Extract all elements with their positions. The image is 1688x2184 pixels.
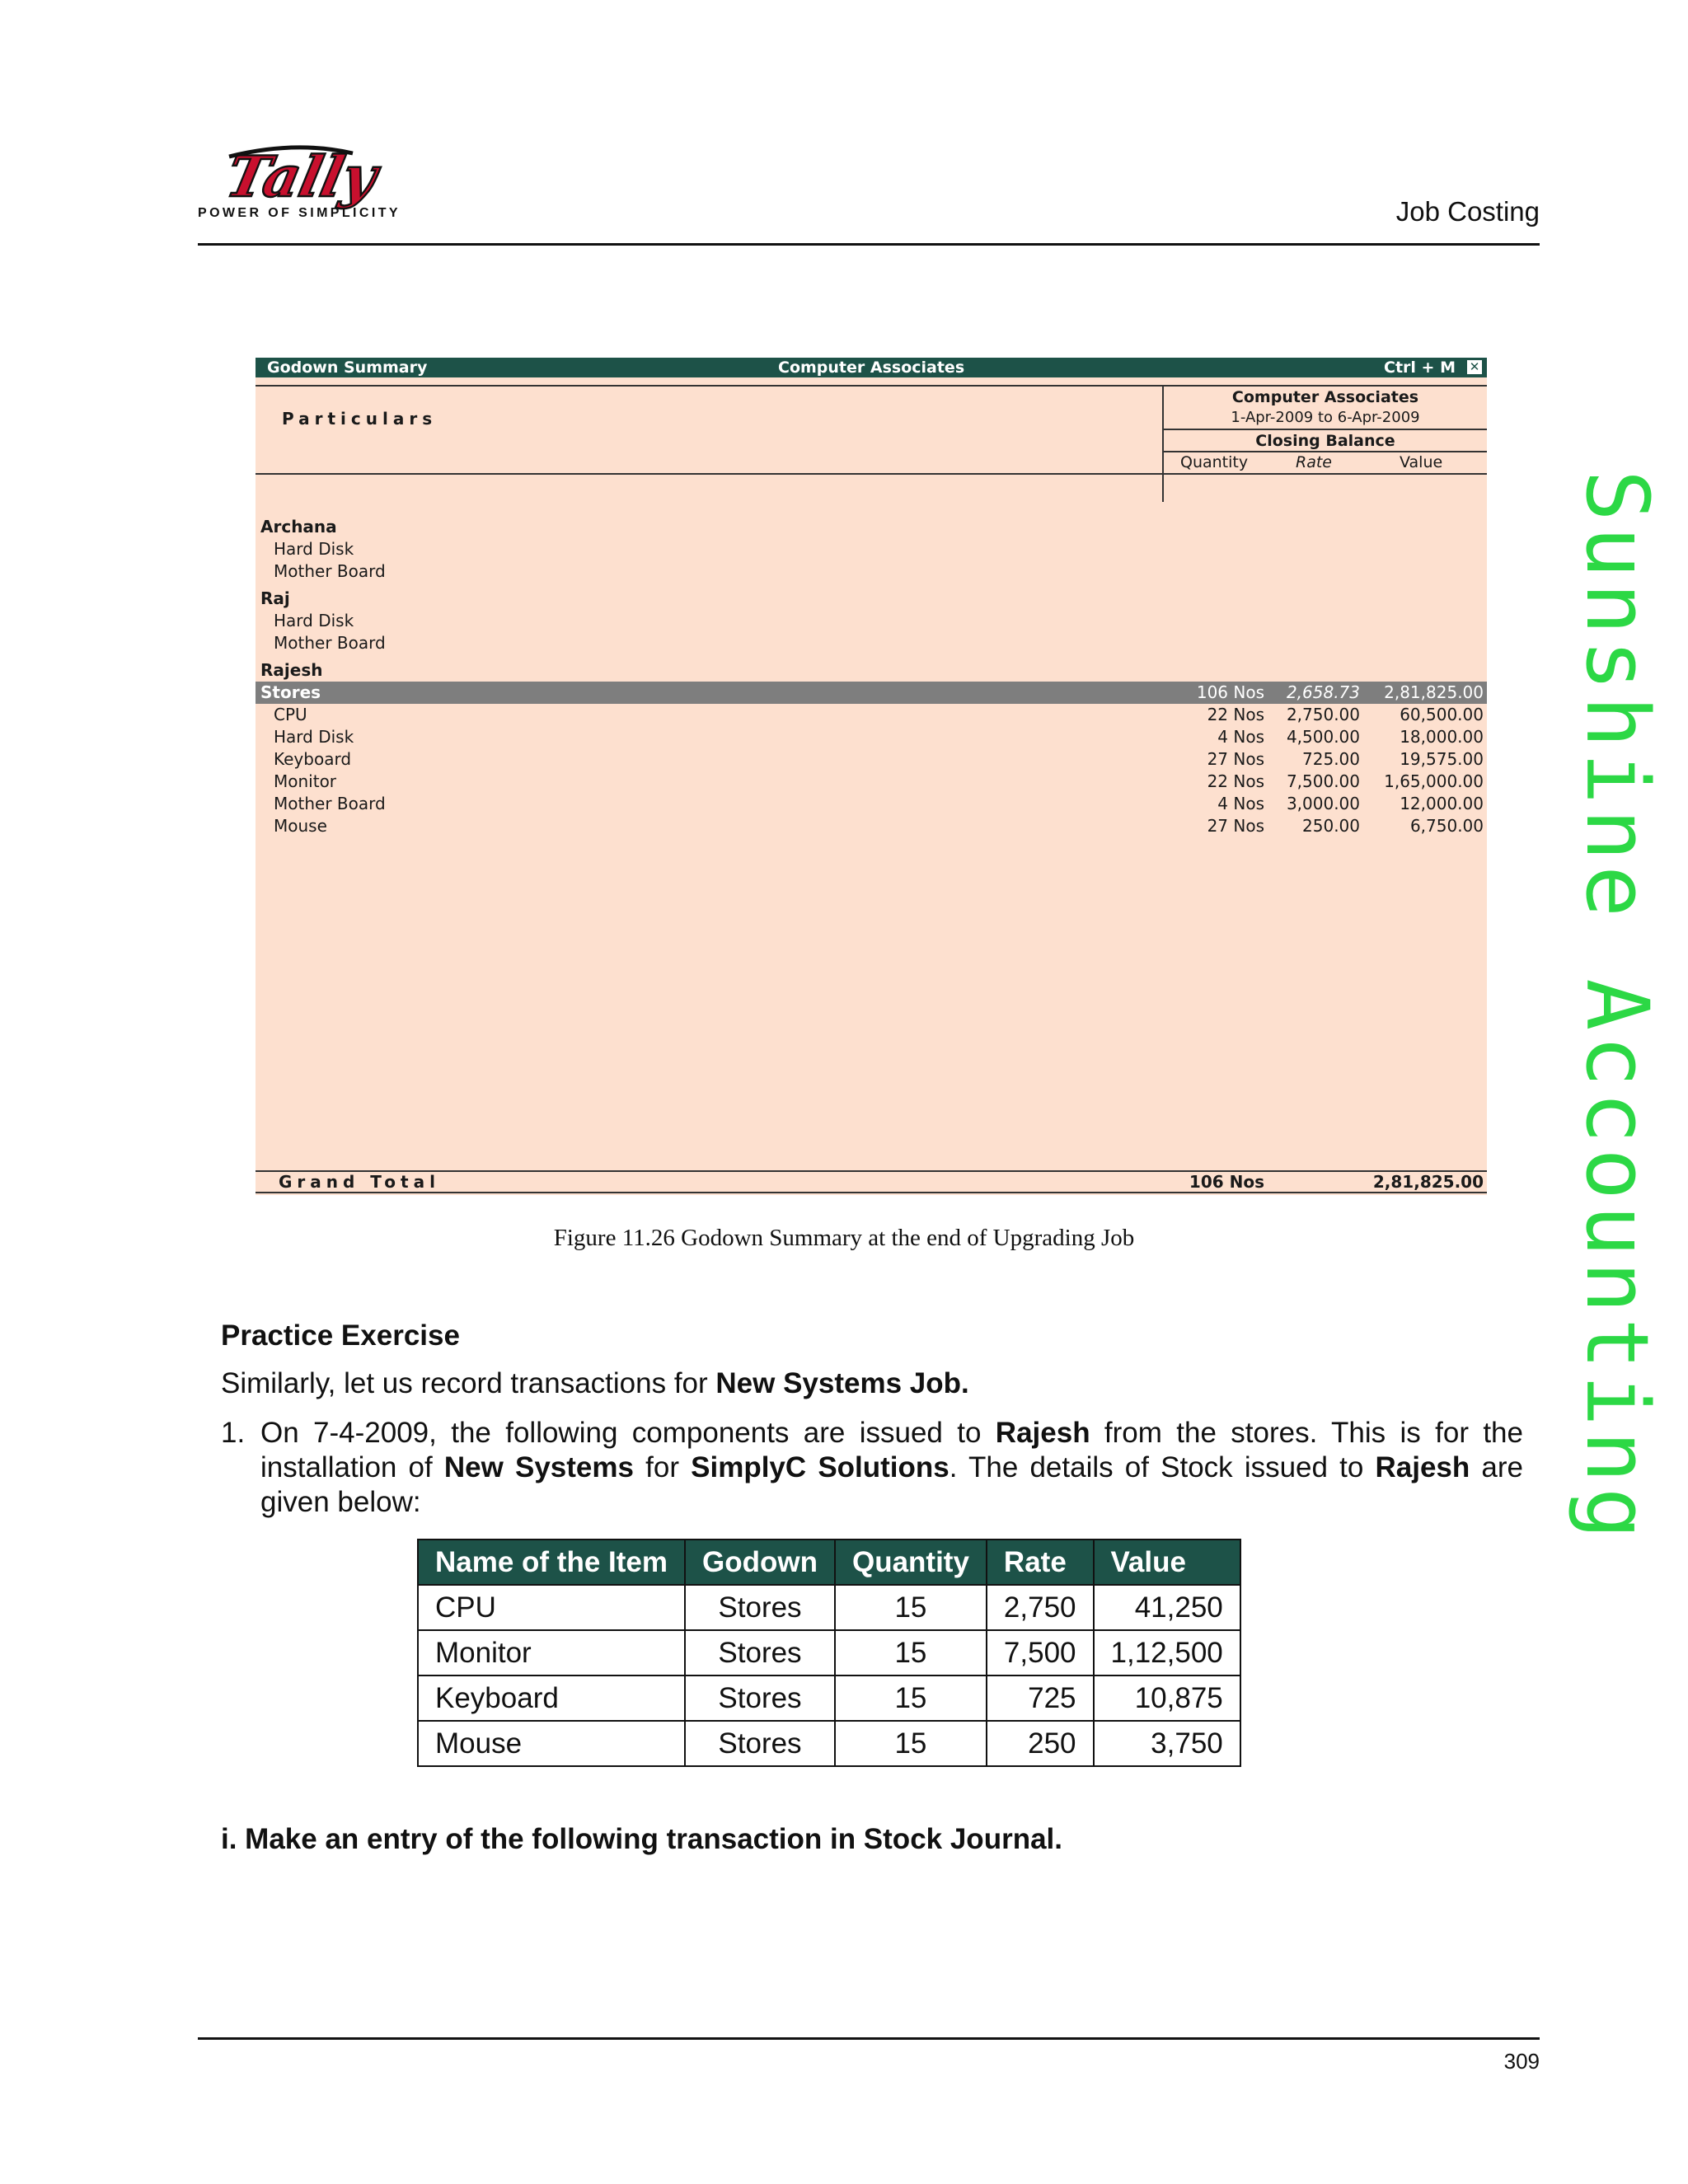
table-cell: CPU: [418, 1585, 685, 1630]
row-name: Mouse: [274, 816, 327, 836]
row-value: 2,81,825.00: [1384, 682, 1484, 702]
row-name: Hard Disk: [274, 727, 354, 747]
table-row[interactable]: [256, 516, 1487, 538]
exercise-number: 1.: [221, 1417, 246, 1449]
table-row: [418, 1630, 1240, 1675]
table-cell: Monitor: [418, 1630, 685, 1675]
table-cell: 725: [987, 1675, 1094, 1721]
row-value: 19,575.00: [1400, 749, 1484, 769]
row-name: Monitor: [274, 771, 337, 791]
screen-company: Computer Associates: [778, 359, 965, 377]
logo-tagline: POWER OF SIMPLICITY: [198, 206, 401, 220]
row-name: Archana: [260, 517, 337, 537]
footer-rule: [198, 2037, 1540, 2040]
practice-intro: [221, 1366, 1523, 1401]
table-row: [418, 1721, 1240, 1766]
table-row: [418, 1585, 1240, 1630]
godown-rows: [256, 516, 1487, 837]
column-header: Godown: [685, 1540, 835, 1585]
table-body: [418, 1585, 1240, 1766]
row-quantity: 27 Nos: [1207, 816, 1264, 836]
table-row[interactable]: [256, 793, 1487, 815]
row-rate: 2,750.00: [1286, 705, 1360, 724]
table-cell: Stores: [685, 1585, 835, 1630]
row-name: CPU: [274, 705, 307, 724]
header-divider: [1164, 451, 1487, 452]
header-divider: [256, 385, 1487, 387]
row-value: 60,500.00: [1400, 705, 1484, 724]
row-name: Mother Board: [274, 794, 386, 813]
table-row[interactable]: [256, 726, 1487, 748]
column-header: Quantity: [835, 1540, 987, 1585]
row-name: Raj: [260, 588, 290, 608]
row-value: 6,750.00: [1409, 816, 1484, 836]
closing-balance-heading: Closing Balance: [1255, 432, 1395, 450]
table-row[interactable]: [256, 659, 1487, 682]
table-cell: 15: [835, 1721, 987, 1766]
grand-total-quantity: 106 Nos: [1189, 1172, 1264, 1192]
table-cell: 15: [835, 1585, 987, 1630]
text-run: On 7-4-2009, the following components are issued to: [260, 1417, 996, 1449]
column-header: Value: [1094, 1540, 1240, 1585]
table-row[interactable]: [256, 632, 1487, 654]
intro-bold: New Systems Job.: [715, 1367, 969, 1399]
company-name: Computer Associates: [1231, 388, 1419, 406]
column-header: Rate: [987, 1540, 1094, 1585]
svg-text:Tally: Tally: [220, 143, 383, 210]
row-rate: 2,658.73: [1286, 682, 1360, 702]
row-value: 1,65,000.00: [1384, 771, 1484, 791]
header-divider: [1164, 429, 1487, 430]
grand-total-value: 2,81,825.00: [1372, 1172, 1484, 1192]
table-row[interactable]: [256, 538, 1487, 560]
column-value: Value: [1400, 453, 1443, 471]
text-run: for: [633, 1451, 692, 1483]
row-quantity: 22 Nos: [1207, 705, 1264, 724]
screen-title: Godown Summary: [267, 359, 428, 377]
bold-term: Rajesh: [1375, 1451, 1470, 1483]
row-quantity: 27 Nos: [1207, 749, 1264, 769]
row-quantity: 22 Nos: [1207, 771, 1264, 791]
table-cell: 15: [835, 1630, 987, 1675]
table-cell: 250: [987, 1721, 1094, 1766]
row-rate: 7,500.00: [1286, 771, 1360, 791]
table-row: [418, 1675, 1240, 1721]
selected-row[interactable]: [256, 682, 1487, 704]
table-cell: Stores: [685, 1630, 835, 1675]
table-cell: 15: [835, 1675, 987, 1721]
row-rate: 3,000.00: [1286, 794, 1360, 813]
screen-title-bar: [256, 358, 1487, 377]
figure-caption: Figure 11.26 Godown Summary at the end of Upgrading Job: [553, 1225, 1135, 1251]
bold-term: New Systems: [443, 1451, 634, 1483]
items-table: [417, 1539, 1241, 1767]
table-cell: 7,500: [987, 1630, 1094, 1675]
table-cell: Keyboard: [418, 1675, 685, 1721]
table-row[interactable]: [256, 771, 1487, 793]
text-run: from the stores. This is for the installation of: [260, 1417, 1523, 1483]
report-period: 1-Apr-2009 to 6-Apr-2009: [1231, 409, 1420, 426]
exercise-text: [260, 1416, 1523, 1520]
row-name: Rajesh: [260, 660, 323, 680]
table-cell: 2,750: [987, 1585, 1094, 1630]
table-row[interactable]: [256, 610, 1487, 632]
page-number: 309: [1503, 2049, 1540, 2074]
row-name: Hard Disk: [274, 611, 354, 630]
godown-summary-screenshot: [256, 358, 1487, 1195]
column-quantity: Quantity: [1180, 453, 1249, 471]
particulars-heading: Particulars: [282, 409, 438, 429]
row-rate: 4,500.00: [1286, 727, 1360, 747]
grand-total-label: Grand Total: [279, 1172, 440, 1192]
table-cell: Stores: [685, 1721, 835, 1766]
table-row[interactable]: [256, 815, 1487, 837]
table-cell: Mouse: [418, 1721, 685, 1766]
table-cell: 41,250: [1094, 1585, 1240, 1630]
watermark: Sunshine Accounting: [1567, 470, 1667, 1544]
bold-term: SimplyC Solutions: [691, 1451, 950, 1483]
table-cell: 10,875: [1094, 1675, 1240, 1721]
instruction-text: i. Make an entry of the following transaction in Stock Journal.: [221, 1823, 1062, 1855]
row-rate: 725.00: [1302, 749, 1360, 769]
row-rate: 250.00: [1302, 816, 1360, 836]
text-run: . The details of Stock issued to: [949, 1451, 1376, 1483]
row-name: Mother Board: [274, 561, 386, 581]
bold-term: Rajesh: [995, 1417, 1090, 1449]
table-cell: 3,750: [1094, 1721, 1240, 1766]
row-name: Stores: [260, 682, 321, 702]
row-name: Mother Board: [274, 633, 386, 653]
total-divider: [256, 1170, 1487, 1172]
table-row[interactable]: [256, 704, 1487, 726]
close-icon[interactable]: ✕: [1467, 360, 1482, 374]
row-value: 12,000.00: [1400, 794, 1484, 813]
row-quantity: 4 Nos: [1217, 794, 1264, 813]
column-header: Name of the Item: [418, 1540, 685, 1585]
text-run: are given below:: [260, 1451, 1524, 1518]
header-divider: [256, 473, 1487, 475]
practice-heading: Practice Exercise: [221, 1319, 460, 1352]
row-name: Hard Disk: [274, 539, 354, 559]
section-title: Job Costing: [1395, 196, 1540, 227]
row-value: 18,000.00: [1400, 727, 1484, 747]
row-quantity: 4 Nos: [1217, 727, 1264, 747]
total-divider: [256, 1192, 1487, 1193]
table-row[interactable]: [256, 588, 1487, 610]
table-cell: 1,12,500: [1094, 1630, 1240, 1675]
header-rule: [198, 243, 1540, 246]
intro-text: Similarly, let us record transactions for: [221, 1367, 716, 1399]
table-header-row: [418, 1540, 1240, 1585]
column-rate: Rate: [1296, 453, 1332, 471]
exercise-item: [221, 1416, 1523, 1520]
table-row[interactable]: [256, 748, 1487, 771]
screen-shortcut: Ctrl + M: [1384, 359, 1456, 377]
table-cell: Stores: [685, 1675, 835, 1721]
row-quantity: 106 Nos: [1196, 682, 1264, 702]
table-row[interactable]: [256, 560, 1487, 583]
row-name: Keyboard: [274, 749, 352, 769]
